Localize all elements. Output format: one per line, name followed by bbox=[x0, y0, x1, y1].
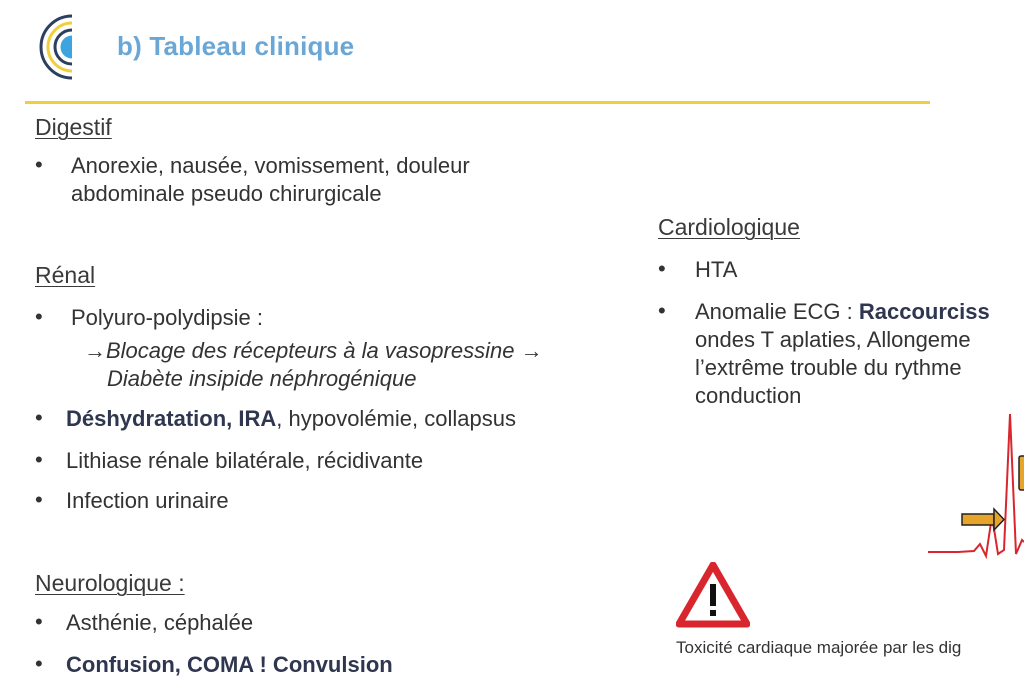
cardio-ecg-line2: ondes T aplaties, Allongeme bbox=[695, 327, 971, 352]
digestif-item-1-line1: Anorexie, nausée, vomissement, douleur bbox=[71, 153, 470, 178]
logo-icon bbox=[36, 12, 76, 82]
renal-item-polyuria: Polyuro-polydipsie : bbox=[71, 305, 263, 330]
bullet-marker: • bbox=[35, 651, 43, 676]
heading-renal: Rénal bbox=[35, 262, 96, 288]
cardio-ecg-line4: conduction bbox=[695, 383, 802, 408]
bullet-marker: • bbox=[35, 152, 43, 177]
cardio-ecg-line1-plain: Anomalie ECG : bbox=[695, 299, 859, 324]
warning-triangle-icon bbox=[676, 562, 750, 628]
bullet-marker: • bbox=[35, 487, 43, 512]
heading-cardiologique: Cardiologique bbox=[658, 214, 800, 240]
title-divider bbox=[25, 101, 930, 104]
renal-item-dehydration bbox=[66, 405, 516, 433]
bullet-marker: • bbox=[35, 447, 43, 472]
bullet-marker: • bbox=[658, 256, 666, 281]
bullet-marker: • bbox=[35, 609, 43, 634]
renal-item-infection: Infection urinaire bbox=[66, 488, 229, 513]
renal-item-dehydration-rest: , hypovolémie, collapsus bbox=[276, 406, 516, 431]
bullet-marker: • bbox=[658, 298, 666, 323]
neuro-item-confusion: Confusion, COMA ! Convulsion bbox=[66, 652, 393, 677]
renal-subitem-line1: →Blocage des récepteurs à la vasopressine → bbox=[84, 338, 543, 363]
cardio-toxicity-caption: Toxicité cardiaque majorée par les dig bbox=[676, 638, 962, 657]
cardio-item-hta: HTA bbox=[695, 257, 738, 282]
neuro-item-asthenia: Asthénie, céphalée bbox=[66, 610, 254, 635]
cardio-ecg-line1-bold: Raccourciss bbox=[858, 299, 990, 324]
ecg-trace-image bbox=[928, 404, 1024, 584]
heading-neurologique: Neurologique : bbox=[35, 570, 185, 596]
cardio-ecg-line3: l’extrême trouble du rythme bbox=[695, 355, 962, 380]
digestif-item-1-line2: abdominale pseudo chirurgicale bbox=[71, 181, 382, 206]
heading-digestif: Digestif bbox=[35, 114, 112, 140]
bullet-marker: • bbox=[35, 304, 43, 329]
renal-item-dehydration-bold: Déshydratation, IRA bbox=[66, 406, 277, 431]
cardio-ecg-line1 bbox=[695, 298, 1024, 326]
bullet-marker: • bbox=[35, 405, 43, 430]
renal-subitem-line2: Diabète insipide néphrogénique bbox=[107, 366, 417, 391]
slide-title: b) Tableau clinique bbox=[117, 31, 355, 61]
renal-item-lithiasis: Lithiase rénale bilatérale, récidivante bbox=[66, 448, 424, 473]
